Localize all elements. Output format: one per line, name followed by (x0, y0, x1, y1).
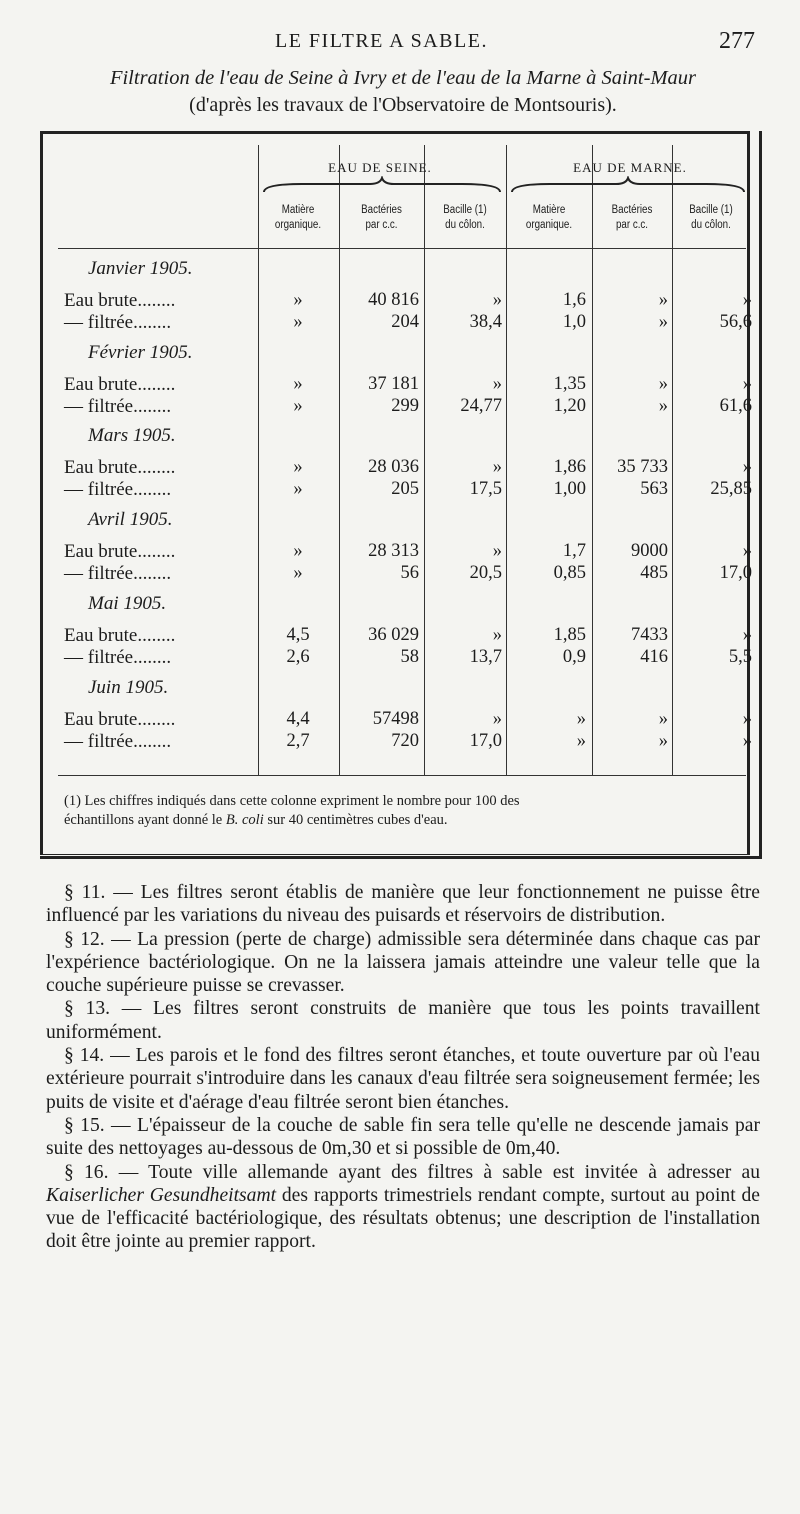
table-cell: 13,7 (469, 647, 502, 667)
table-cell: » (742, 709, 752, 729)
table-cell: » (742, 374, 752, 394)
month-label: Juin 1905. (88, 677, 169, 698)
table-cell: » (576, 731, 586, 751)
table-cell: 1,86 (553, 457, 586, 477)
row-label: — filtrée........ (64, 647, 172, 668)
table-cell: » (658, 731, 668, 751)
table-cell: » (492, 290, 502, 310)
table-cell: » (293, 563, 303, 583)
column-head-seine-bacille: Bacille (1) du côlon. (443, 204, 487, 231)
row-label: — filtrée........ (64, 312, 172, 333)
table-cell: » (492, 374, 502, 394)
table-cell: 56,6 (719, 312, 752, 332)
row-label: Eau brute........ (64, 709, 176, 730)
table-cell: 28 036 (368, 457, 419, 477)
table-cell: » (293, 457, 303, 477)
table-cell: 563 (640, 479, 668, 499)
group-head-seine: EAU DE SEINE. (328, 160, 432, 175)
table-cell: 57498 (372, 709, 419, 729)
table-cell: » (492, 541, 502, 561)
row-label: — filtrée........ (64, 479, 172, 500)
table-cell: 17,0 (469, 731, 502, 751)
table-cell: 720 (391, 731, 419, 751)
month-label: Avril 1905. (88, 509, 173, 530)
row-label: Eau brute........ (64, 374, 176, 395)
body-text (46, 881, 760, 1254)
month-label: Février 1905. (88, 342, 193, 363)
table-footnote (64, 792, 748, 830)
brace-marne (510, 176, 746, 194)
page-number: 277 (719, 28, 755, 54)
footnote-rule (58, 775, 746, 776)
table-cell: » (576, 709, 586, 729)
table-cell: 1,6 (562, 290, 586, 310)
table-cell: 28 313 (368, 541, 419, 561)
table-frame-shadow-bottom (40, 856, 762, 859)
paragraph-14: § 14. — Les parois et le fond des filtres seront étanches, et toute ouverture par où l'eau extérieure pourrait s'introduire dans les canaux d'eau filtrée sera soigneusement fermée; les puits de visite et d'aérage d'eau filtrée seront bien étanches. (46, 1045, 760, 1113)
paragraph-15: § 15. — L'épaisseur de la couche de sable fin sera telle qu'elle ne descende jamais par suite des nettoyages au-dessous de 0m,30 et si possible de 0m,40. (46, 1114, 760, 1160)
table-cell: » (293, 374, 303, 394)
table-cell: 9000 (631, 541, 668, 561)
table-cell: » (293, 541, 303, 561)
header-rule (58, 248, 746, 249)
row-label: Eau brute........ (64, 457, 176, 478)
table-cell: » (658, 374, 668, 394)
column-head-seine-bacteries: Bactéries par c.c. (361, 204, 402, 231)
table-cell: 4,5 (286, 625, 310, 645)
table-cell: » (742, 290, 752, 310)
row-label: — filtrée........ (64, 731, 172, 752)
table-cell: 299 (391, 396, 419, 416)
table-cell: » (742, 457, 752, 477)
brace-seine (262, 176, 502, 194)
column-head-marne-bacille: Bacille (1) du côlon. (689, 204, 733, 231)
table-cell: 56 (400, 563, 419, 583)
table-cell: 416 (640, 647, 668, 667)
column-head-marne-bacteries: Bactéries par c.c. (611, 204, 653, 231)
table-cell: 205 (391, 479, 419, 499)
paragraph-16: § 16. — Toute ville allemande ayant des filtres à sable est invitée à adresser au Kaiserlicher Gesundheitsamt des rapports trimestriels rendant compte, surtout au point de vue de l'efficacité bactériologique, des résultats obtenus; une description de l'installation doit être jointe au premier rapport. (46, 1161, 760, 1253)
table-cell: 1,20 (553, 396, 586, 416)
column-head-seine-matiere: Matière organique. (274, 204, 322, 231)
table-cell: 1,85 (553, 625, 586, 645)
table-cell: 25,85 (710, 479, 752, 499)
table-cell: » (658, 290, 668, 310)
paragraph-13: § 13. — Les filtres seront construits de manière que tous les points travaillent uniformément. (46, 998, 760, 1043)
table-cell: 17,0 (719, 563, 752, 583)
table-cell: » (293, 396, 303, 416)
table-cell: 1,35 (553, 374, 586, 394)
table-cell: » (742, 625, 752, 645)
table-cell: 5,5 (728, 647, 752, 667)
table-cell: 35 733 (617, 457, 668, 477)
table-cell: » (492, 457, 502, 477)
table-cell: 0,85 (553, 563, 586, 583)
table-cell: 36 029 (368, 625, 419, 645)
table-cell: 17,5 (469, 479, 502, 499)
row-label: Eau brute........ (64, 541, 176, 562)
table-cell: 38,4 (469, 312, 502, 332)
footnote-line: (1) Les chiffres indiqués dans cette colonne expriment le nombre pour 100 des (64, 793, 520, 809)
row-label: Eau brute........ (64, 625, 176, 646)
table-cell: 58 (400, 647, 419, 667)
table-cell: » (293, 290, 303, 310)
table-cell: » (293, 312, 303, 332)
table-cell: » (293, 479, 303, 499)
table-cell: 7433 (631, 625, 668, 645)
running-title: LE FILTRE A SABLE. (275, 30, 488, 52)
month-label: Mai 1905. (88, 593, 167, 614)
footnote-line: échantillons ayant donné le B. coli sur 40 centimètres cubes d'eau. (64, 812, 448, 828)
table-cell: 40 816 (368, 290, 419, 310)
table-cell: » (492, 625, 502, 645)
table-title: Filtration de l'eau de Seine à Ivry et de l'eau de la Marne à Saint-Maur (109, 67, 697, 89)
paragraph-12: § 12. — La pression (perte de charge) admissible sera déterminée dans chaque cas par l'expérience bactériologique. On ne la laissera jamais atteindre une valeur telle que la couche supérieure puisse se crevasser. (46, 928, 760, 997)
row-label: Eau brute........ (64, 290, 176, 311)
column-head-marne-matiere: Matière organique. (525, 204, 573, 231)
table-cell: 2,7 (286, 731, 310, 751)
table-cell: 204 (391, 312, 419, 332)
row-label: — filtrée........ (64, 563, 172, 584)
table-cell: 2,6 (286, 647, 310, 667)
table-cell: 0,9 (562, 647, 586, 667)
table-cell: » (742, 731, 752, 751)
table-cell: » (742, 541, 752, 561)
table-cell: 1,0 (562, 312, 586, 332)
table-cell: » (658, 709, 668, 729)
row-label: — filtrée........ (64, 396, 172, 417)
table-cell: 1,7 (562, 541, 586, 561)
group-head-marne: EAU DE MARNE. (573, 160, 687, 175)
table-cell: » (658, 396, 668, 416)
table-cell: 24,77 (460, 396, 502, 416)
running-header (50, 30, 755, 64)
table-cell: » (658, 312, 668, 332)
paragraph-11: § 11. — Les filtres seront établis de manière que leur fonctionnement ne puisse être influencé par les variations du niveau des puisards et réservoirs de distribution. (46, 882, 760, 927)
month-label: Mars 1905. (88, 425, 176, 446)
table-cell: 37 181 (368, 374, 419, 394)
table-cell: 4,4 (286, 709, 310, 729)
table-cell: 1,00 (553, 479, 586, 499)
month-label: Janvier 1905. (88, 258, 193, 279)
table-cell: 20,5 (469, 563, 502, 583)
table-cell: 61,6 (719, 396, 752, 416)
table-cell: » (492, 709, 502, 729)
table-subtitle: (d'après les travaux de l'Observatoire de Montsouris). (189, 94, 617, 116)
table-frame-shadow-right (759, 131, 762, 859)
table-cell: 485 (640, 563, 668, 583)
